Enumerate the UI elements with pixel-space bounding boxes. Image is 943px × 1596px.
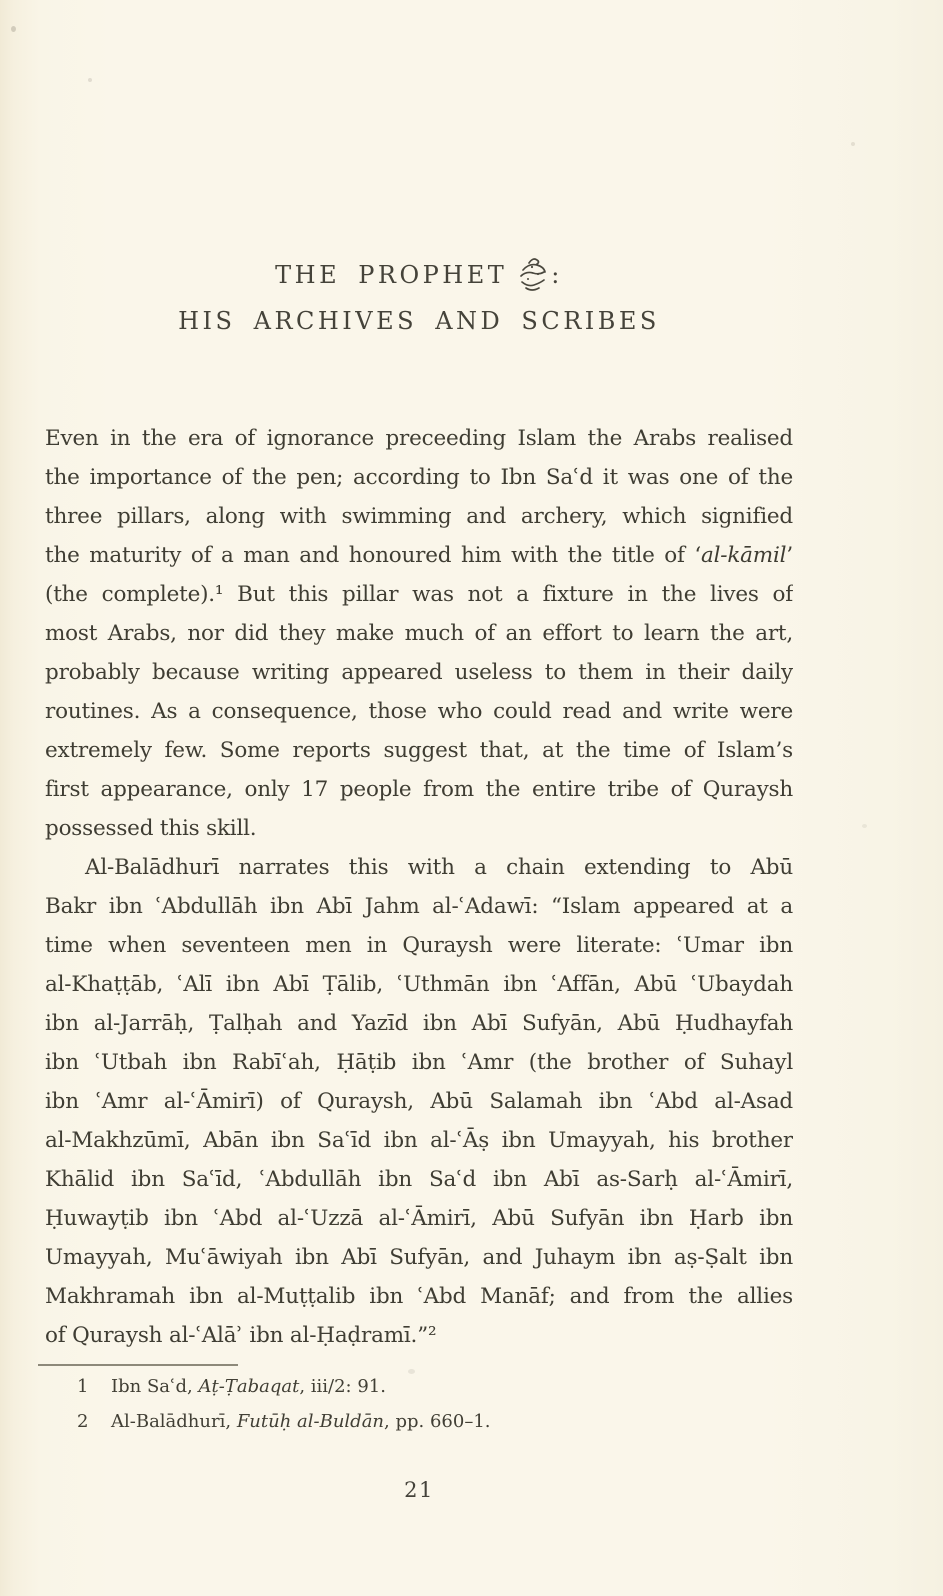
footnote-text: Al-Balādhurī, bbox=[111, 1411, 237, 1432]
body-line: possessed this skill. bbox=[45, 816, 257, 841]
footnote-text: , pp. 660–1. bbox=[384, 1411, 491, 1432]
body-line: Al-Balādhurī narrates this with a chain extending to Abū bbox=[85, 855, 793, 880]
scan-blemish bbox=[862, 824, 867, 828]
body-line: Makhramah ibn al-Muṭṭalib ibn ʿAbd Manāf; and from the allies bbox=[45, 1284, 793, 1309]
body-line: ibn ʿAmr al-ʿĀmirī) of Quraysh, Abū Salamah ibn ʿAbd al-Asad bbox=[45, 1089, 793, 1114]
body-text: ’ bbox=[786, 543, 793, 568]
body-line: (the complete).¹ But this pillar was not a fixture in the lives of bbox=[45, 582, 793, 607]
body-line: of Quraysh al-ʿAlāʾ ibn al-Ḥaḍramī.”² bbox=[45, 1323, 437, 1348]
body-text: the maturity of a man and honoured him with the title of ‘ bbox=[45, 543, 701, 568]
body-line: al-Makhzūmī, Abān ibn Saʿīd ibn al-ʿĀṣ ibn Umayyah, his brother bbox=[45, 1128, 793, 1153]
chapter-title-colon: : bbox=[551, 261, 563, 289]
italic-term: al-kāmil bbox=[701, 543, 787, 568]
footnote bbox=[77, 1372, 817, 1402]
body-line: al-Khaṭṭāb, ʿAlī ibn Abī Ṭālib, ʿUthmān ibn ʿAffān, Abū ʿUbaydah bbox=[45, 972, 793, 997]
body-line: first appearance, only 17 people from the entire tribe of Quraysh bbox=[45, 777, 793, 802]
footnote-number: 1 bbox=[77, 1376, 89, 1397]
scan-blemish bbox=[88, 78, 92, 82]
chapter-title-text: THE PROPHET bbox=[275, 261, 508, 289]
sallallahu-alayhi-wasallam-icon bbox=[516, 254, 550, 294]
footnote bbox=[77, 1407, 817, 1437]
body-line: most Arabs, nor did they make much of an effort to learn the art, bbox=[45, 621, 793, 646]
footnote-number: 2 bbox=[77, 1411, 89, 1432]
scan-blemish bbox=[851, 142, 855, 146]
body-line: Bakr ibn ʿAbdullāh ibn Abī Jahm al-ʿAdawī: “Islam appeared at a bbox=[45, 894, 793, 919]
body-line: ibn ʿUtbah ibn Rabīʿah, Ḥāṭib ibn ʿAmr (the brother of Suhayl bbox=[45, 1050, 793, 1075]
footnote-work-title: Aṭ-Ṭabaqat bbox=[198, 1376, 300, 1397]
body-line: probably because writing appeared useless to them in their daily bbox=[45, 660, 793, 685]
body-line: the importance of the pen; according to Ibn Saʿd it was one of the bbox=[45, 465, 793, 490]
body-line bbox=[45, 536, 793, 575]
footnote-text: Ibn Saʿd, bbox=[111, 1376, 199, 1397]
footnote-text: , iii/2: 91. bbox=[299, 1376, 386, 1397]
body-line: Khālid ibn Saʿīd, ʿAbdullāh ibn Saʿd ibn Abī as-Sarḥ al-ʿĀmirī, bbox=[45, 1167, 793, 1192]
body-line: Ḥuwayṭib ibn ʿAbd al-ʿUzzā al-ʿĀmirī, Abū Sufyān ibn Ḥarb ibn bbox=[45, 1206, 793, 1231]
body-line: Even in the era of ignorance preceeding Islam the Arabs realised bbox=[45, 426, 793, 451]
chapter-title-line2: HIS ARCHIVES AND SCRIBES bbox=[178, 307, 660, 335]
chapter-title-line1 bbox=[45, 254, 793, 294]
body-line: Umayyah, Muʿāwiyah ibn Abī Sufyān, and Juhaym ibn aṣ-Ṣalt ibn bbox=[45, 1245, 793, 1270]
page-number: 21 bbox=[404, 1478, 434, 1502]
body-line: routines. As a consequence, those who could read and write were bbox=[45, 699, 793, 724]
body-line: extremely few. Some reports suggest that, at the time of Islam’s bbox=[45, 738, 793, 763]
footnote-divider bbox=[38, 1364, 238, 1366]
body-line: ibn al-Jarrāḥ, Ṭalḥah and Yazīd ibn Abī Sufyān, Abū Ḥudhayfah bbox=[45, 1011, 793, 1036]
scan-blemish bbox=[11, 26, 16, 32]
footnote-work-title: Futūḥ al-Buldān bbox=[236, 1411, 385, 1432]
body-line: time when seventeen men in Quraysh were literate: ʿUmar ibn bbox=[45, 933, 793, 958]
body-line: three pillars, along with swimming and archery, which signified bbox=[45, 504, 793, 529]
